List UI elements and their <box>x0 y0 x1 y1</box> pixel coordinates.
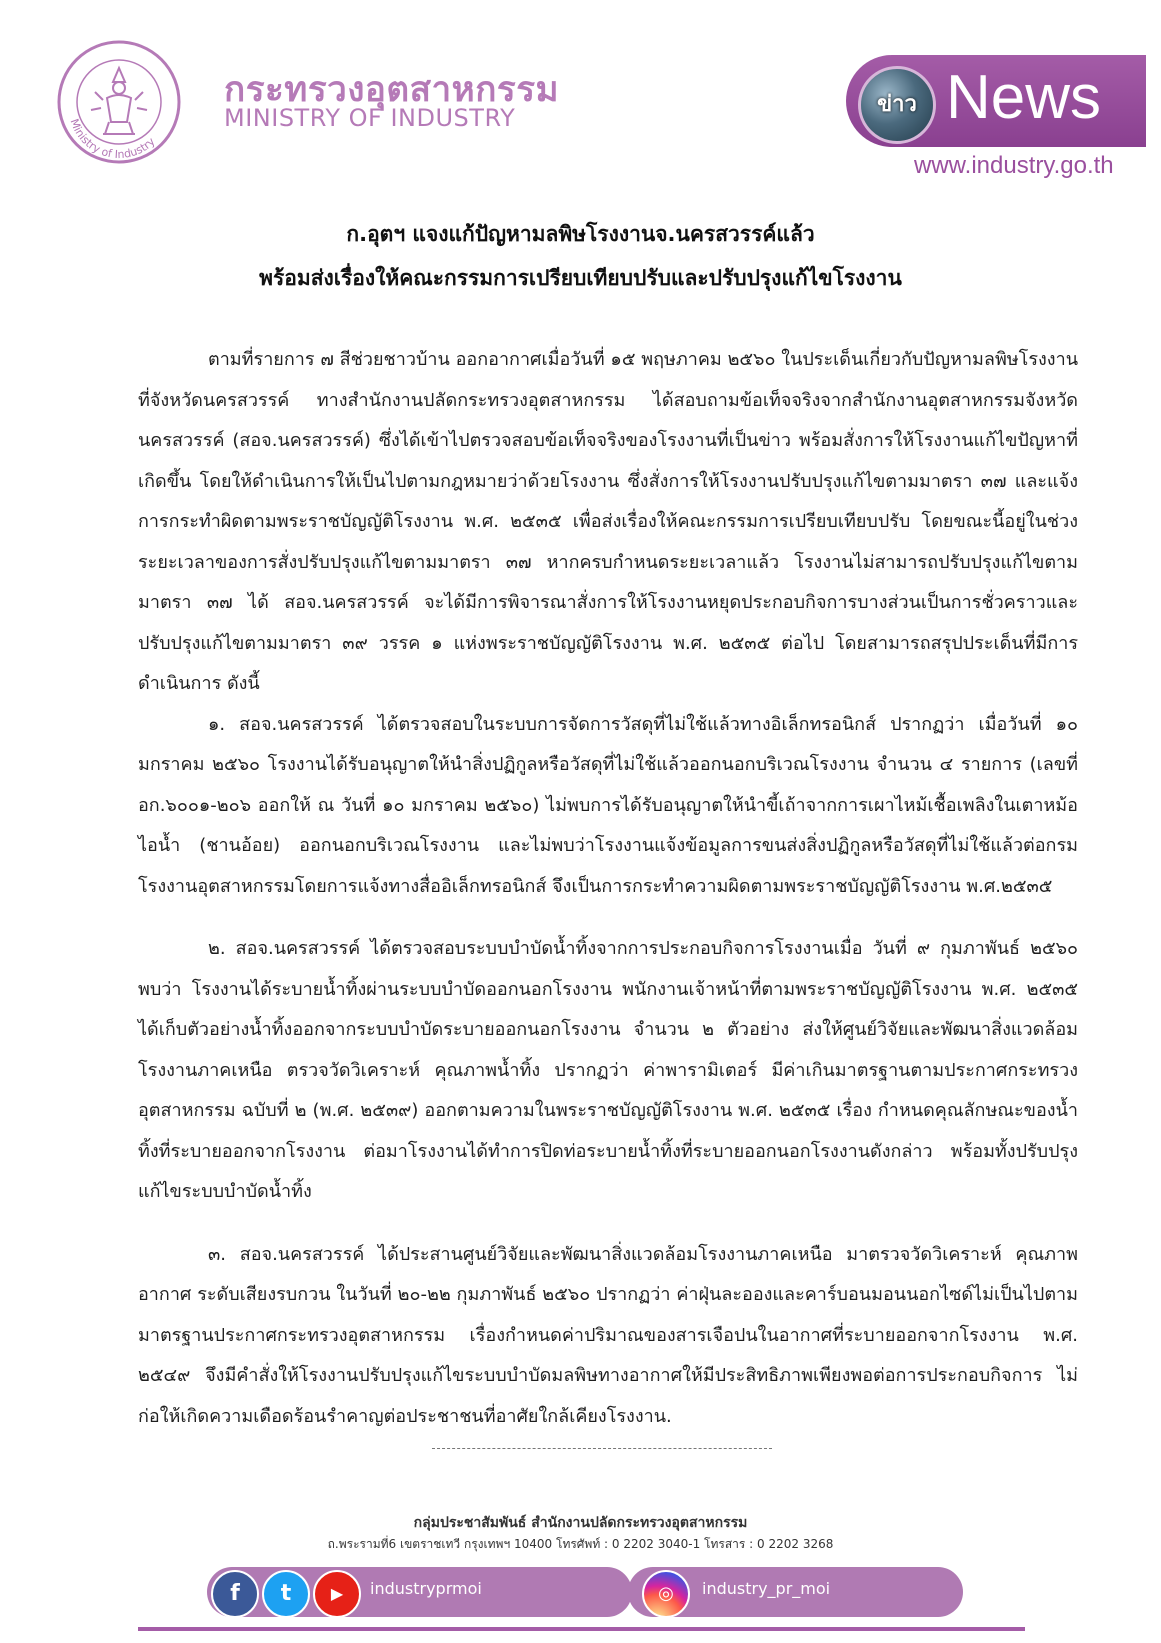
twitter-icon[interactable]: t <box>262 1570 310 1618</box>
svg-text:Ministry of Industry <box>68 117 158 161</box>
seal-text-en: Ministry of Industry <box>67 117 158 162</box>
news-globe-label: ข่าว <box>877 92 917 117</box>
bottom-rule <box>138 1627 1025 1631</box>
footer-address: ถ.พระรามที่6 เขตราชเทวี กรุงเทพฯ 10400 โทรศัพท์ : 0 2202 3040-1 โทรสาร : 0 2202 3268 <box>327 1537 834 1551</box>
instagram-icon[interactable]: ◎ <box>642 1570 690 1618</box>
social-handle-right[interactable]: industry_pr_moi <box>702 1579 831 1598</box>
headline-line-1: ก.อุตฯ แจงแก้ปัญหามลพิษโรงงานจ.นครสวรรค์แล้ว <box>346 222 815 246</box>
youtube-icon[interactable]: ▶ <box>313 1570 361 1618</box>
item-2-paragraph: ๒. สอจ.นครสวรรค์ ได้ตรวจสอบระบบบำบัดน้ำทิ้งจากการประกอบกิจการโรงงานเมื่อ วันที่ ๙ กุมภาพันธ์ ๒๕๖๐ พบว่า โรงงานได้ระบายน้ำทิ้งผ่านระบบบำบัดออกนอกโรงงาน พนักงานเจ้าหน้าที่ตามพระราชบัญญัติโรงงาน พ.ศ. ๒๕๓๕ ได้เก็บตัวอย่างน้ำทิ้งออกจากระบบบำบัดระบายออกนอกโรงงาน จำนวน ๒ ตัวอย่าง ส่งให้ศูนย์วิจัยและพัฒนาสิ่งแวดล้อมโรงงานภาคเหนือ ตรวจวัดวิเคราะห์ คุณภาพน้ำทิ้ง ปรากฏว่า ค่าพารามิเตอร์ มีค่าเกินมาตรฐานตามประกาศกระทรวงอุตสาหกรรม ฉบับที่ ๒ (พ.ศ. ๒๕๓๙) ออกตามความในพระราชบัญญัติโรงงาน พ.ศ. ๒๕๓๕ เรื่อง กำหนดคุณลักษณะของน้ำทิ้งที่ระบายออกจากโรงงาน ต่อมาโรงงานได้ทำการปิดท่อระบายน้ำทิ้งที่ระบายออกนอกโรงงานดังกล่าว พร้อมทั้งปรับปรุงแก้ไขระบบบำบัดน้ำทิ้ง <box>138 938 1078 1202</box>
dashed-divider <box>432 1448 772 1449</box>
article-body <box>138 340 1078 1437</box>
item-3-paragraph: ๓. สอจ.นครสวรรค์ ได้ประสานศูนย์วิจัยและพัฒนาสิ่งแวดล้อมโรงงานภาคเหนือ มาตรวจวัดวิเคราะห์ คุณภาพอากาศ ระดับเสียงรบกวน ในวันที่ ๒๐-๒๒ กุมภาพันธ์ ๒๕๖๐ ปรากฏว่า ค่าฝุ่นละอองและคาร์บอนมอนนอกไซด์ไม่เป็นไปตามมาตรฐานประกาศกระทรวงอุตสาหกรรม เรื่องกำหนดค่าปริมาณของสารเจือปนในอากาศที่ระบายออกจากโรงงาน พ.ศ. ๒๕๔๙ จึงมีคำสั่งให้โรงงานปรับปรุงแก้ไขระบบบำบัดมลพิษทางอากาศให้มีประสิทธิภาพเพียงพอต่อการประกอบกิจการ ไม่ก่อให้เกิดความเดือดร้อนรำคาญต่อประชาชนที่อาศัยใกล้เคียงโรงงาน. <box>138 1243 1078 1427</box>
org-name-thai: กระทรวงอุตสาหกรรม <box>224 70 560 110</box>
footer-department: กลุ่มประชาสัมพันธ์ สำนักงานปลัดกระทรวงอุตสาหกรรม <box>413 1515 748 1531</box>
social-handle-left[interactable]: industryprmoi <box>370 1579 482 1598</box>
ministry-seal-logo <box>55 38 183 166</box>
intro-paragraph: ตามที่รายการ ๗ สีช่วยชาวบ้าน ออกอากาศเมื่อวันที่ ๑๕ พฤษภาคม ๒๕๖๐ ในประเด็นเกี่ยวกับปัญหามลพิษโรงงานที่จังหวัดนครสวรรค์ ทางสำนักงานปลัดกระทรวงอุตสาหกรรม ได้สอบถามข้อเท็จจริงจากสำนักงานอุตสาหกรรมจังหวัดนครสวรรค์ (สอจ.นครสวรรค์) ซึ่งได้เข้าไปตรวจสอบข้อเท็จจริงของโรงงานที่เป็นข่าว พร้อมสั่งการให้โรงงานแก้ไขปัญหาที่เกิดขึ้น โดยให้ดำเนินการให้เป็นไปตามกฎหมายว่าด้วยโรงงาน ซึ่งสั่งการให้โรงงานปรับปรุงแก้ไขตามมาตรา ๓๗ และแจ้งการกระทำผิดตามพระราชบัญญัติโรงงาน พ.ศ. ๒๕๓๕ เพื่อส่งเรื่องให้คณะกรรมการเปรียบเทียบปรับ โดยขณะนี้อยู่ในช่วงระยะเวลาของการสั่งปรับปรุงแก้ไขตามมาตรา ๓๗ หากครบกำหนดระยะเวลาแล้ว โรงงานไม่สามารถปรับปรุงแก้ไขตามมาตรา ๓๗ ได้ สอจ.นครสวรรค์ จะได้มีการพิจารณาสั่งการให้โรงงานหยุดประกอบกิจการบางส่วนเป็นการชั่วคราวและปรับปรุงแก้ไขตามมาตรา ๓๙ วรรค ๑ แห่งพระราชบัญญัติโรงงาน พ.ศ. ๒๕๓๕ ต่อไป โดยสามารถสรุปประเด็นที่มีการดำเนินการ ดังนี้ <box>138 349 1078 694</box>
news-label: News <box>946 63 1102 132</box>
facebook-icon[interactable]: f <box>211 1570 259 1618</box>
item-1-paragraph: ๑. สอจ.นครสวรรค์ ได้ตรวจสอบในระบบการจัดการวัสดุที่ไม่ใช้แล้วทางอิเล็กทรอนิกส์ ปรากฏว่า เมื่อวันที่ ๑๐ มกราคม ๒๕๖๐ โรงงานได้รับอนุญาตให้นำสิ่งปฏิกูลหรือวัสดุที่ไม่ใช้แล้วออกนอกบริเวณโรงงาน จำนวน ๔ รายการ (เลขที่ อก.๖๐๐๑-๒๐๖ ออกให้ ณ วันที่ ๑๐ มกราคม ๒๕๖๐) ไม่พบการได้รับอนุญาตให้นำขี้เถ้าจากการเผาไหม้เชื้อเพลิงในเตาหม้อไอน้ำ (ชานอ้อย) ออกนอกบริเวณโรงงาน และไม่พบว่าโรงงานแจ้งข้อมูลการขนส่งสิ่งปฏิกูลหรือวัสดุที่ไม่ใช้แล้วต่อกรมโรงงานอุตสาหกรรมโดยการแจ้งทางสื่ออิเล็กทรอนิกส์ จึงเป็นการกระทำความผิดตามพระราชบัญญัติโรงงาน พ.ศ.๒๕๓๕ <box>138 713 1078 897</box>
website-url: www.industry.go.th <box>914 152 1114 179</box>
org-name-english: MINISTRY OF INDUSTRY <box>224 104 516 132</box>
headline-line-2: พร้อมส่งเรื่องให้คณะกรรมการเปรียบเทียบปรับและปรับปรุงแก้ไขโรงงาน <box>259 266 902 290</box>
